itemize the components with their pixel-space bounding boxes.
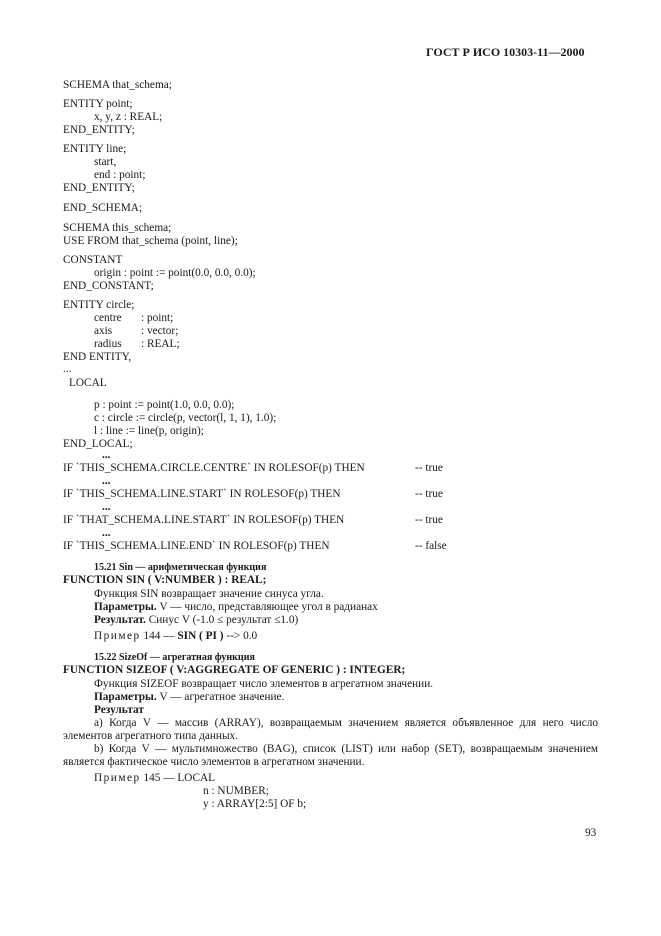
attribute-name: centre xyxy=(94,312,122,324)
code-line: END ENTITY, xyxy=(63,351,132,363)
code-line: IF `THIS_SCHEMA.LINE.END` IN ROLESOF(p) THEN xyxy=(63,540,330,552)
code-line: x, y, z : REAL; xyxy=(94,111,163,123)
code-line: ENTITY line; xyxy=(63,143,127,155)
code-line: SCHEMA this_schema; xyxy=(63,222,172,234)
code-line: origin : point := point(0.0, 0.0, 0.0); xyxy=(94,267,256,279)
example-line xyxy=(94,772,215,785)
code-comment: -- true xyxy=(415,514,443,526)
example-label: Пример xyxy=(94,630,141,642)
result-text: Синус V (-1.0 ≤ результат ≤1.0) xyxy=(145,614,299,626)
code-line: l : line := line(p, origin); xyxy=(94,425,204,437)
attribute-type: : point; xyxy=(141,312,174,324)
section-title: 15.22 SizeOf — агрегатная функция xyxy=(94,652,255,663)
code-line: END_ENTITY; xyxy=(63,182,135,194)
code-comment: -- true xyxy=(415,488,443,500)
code-line: CONSTANT xyxy=(63,254,123,266)
attribute-type: : vector; xyxy=(141,325,179,337)
code-line: IF `THIS_SCHEMA.LINE.START` IN ROLESOF(p) THEN xyxy=(63,488,341,500)
result-item-a: a) Когда V — массив (ARRAY), возвращаемым значением является объявленное для него число элементов агрегатного типа данных. xyxy=(63,717,598,742)
ellipsis: ... xyxy=(102,449,111,461)
example-label: Пример xyxy=(94,772,141,784)
code-line: p : point := point(1.0, 0.0, 0.0); xyxy=(94,399,235,411)
example-result: --> 0.0 xyxy=(223,630,258,642)
code-line: END_LOCAL; xyxy=(63,438,133,450)
page-number: 93 xyxy=(585,827,597,839)
example-number: 145 — LOCAL xyxy=(140,772,216,784)
code-line: USE FROM that_schema (point, line); xyxy=(63,235,238,247)
attribute-name: radius xyxy=(94,338,122,350)
ellipsis: ... xyxy=(102,475,111,487)
example-number: 144 — xyxy=(140,630,178,642)
code-line: IF `THAT_SCHEMA.LINE.START` IN ROLESOF(p) THEN xyxy=(63,514,345,526)
example-line xyxy=(94,630,257,643)
function-signature: FUNCTION SIZEOF ( V:AGGREGATE OF GENERIC ) : INTEGER; xyxy=(63,664,406,676)
result-line xyxy=(94,614,298,627)
code-line: start, xyxy=(94,156,117,168)
code-line: ENTITY circle; xyxy=(63,299,135,311)
code-line: y : ARRAY[2:5] OF b; xyxy=(203,798,307,810)
code-line: c : circle := circle(p, vector(l, 1, 1), 1.0); xyxy=(94,412,277,424)
parameters-label: Параметры. xyxy=(94,691,157,703)
code-line: IF `THIS_SCHEMA.CIRCLE.CENTRE` IN ROLESOF(p) THEN xyxy=(63,462,365,474)
code-line: END_SCHEMA; xyxy=(63,202,143,214)
code-line: LOCAL xyxy=(69,377,107,389)
code-line: end : point; xyxy=(94,169,146,181)
result-item-b: b) Когда V — мультимножество (BAG), список (LIST) или набор (SET), возвращаемым значением является фактическое число элементов в агрегатном значении. xyxy=(63,743,598,768)
function-signature: FUNCTION SIN ( V:NUMBER ) : REAL; xyxy=(63,574,267,586)
code-line: ENTITY point; xyxy=(63,98,133,110)
attribute-name: axis xyxy=(94,325,113,337)
code-line: n : NUMBER; xyxy=(203,785,269,797)
parameters-text: V — число, представляющее угол в радианах xyxy=(156,601,378,613)
result-label: Результат. xyxy=(94,614,146,626)
standard-number: ГОСТ Р ИСО 10303-11—2000 xyxy=(426,45,585,59)
code-line: SCHEMA that_schema; xyxy=(63,79,172,91)
ellipsis: ... xyxy=(63,363,72,375)
ellipsis: ... xyxy=(102,527,111,539)
code-line: END_CONSTANT; xyxy=(63,280,154,292)
parameters-label: Параметры. xyxy=(94,601,157,613)
parameters-line xyxy=(94,601,378,614)
section-title: 15.21 Sin — арифметическая функция xyxy=(94,562,267,573)
code-comment: -- true xyxy=(415,462,443,474)
parameters-line xyxy=(94,691,284,704)
example-code: SIN ( PI ) xyxy=(177,630,224,642)
ellipsis: ... xyxy=(102,501,111,513)
attribute-type: : REAL; xyxy=(141,338,180,350)
code-line: END_ENTITY; xyxy=(63,124,135,136)
function-description: Функция SIZEOF возвращает число элементов в агрегатном значении. xyxy=(94,678,434,690)
code-comment: -- false xyxy=(415,540,447,552)
parameters-text: V — агрегатное значение. xyxy=(156,691,285,703)
function-description: Функция SIN возвращает значение синуса угла. xyxy=(94,588,324,600)
result-label: Результат xyxy=(94,704,144,716)
